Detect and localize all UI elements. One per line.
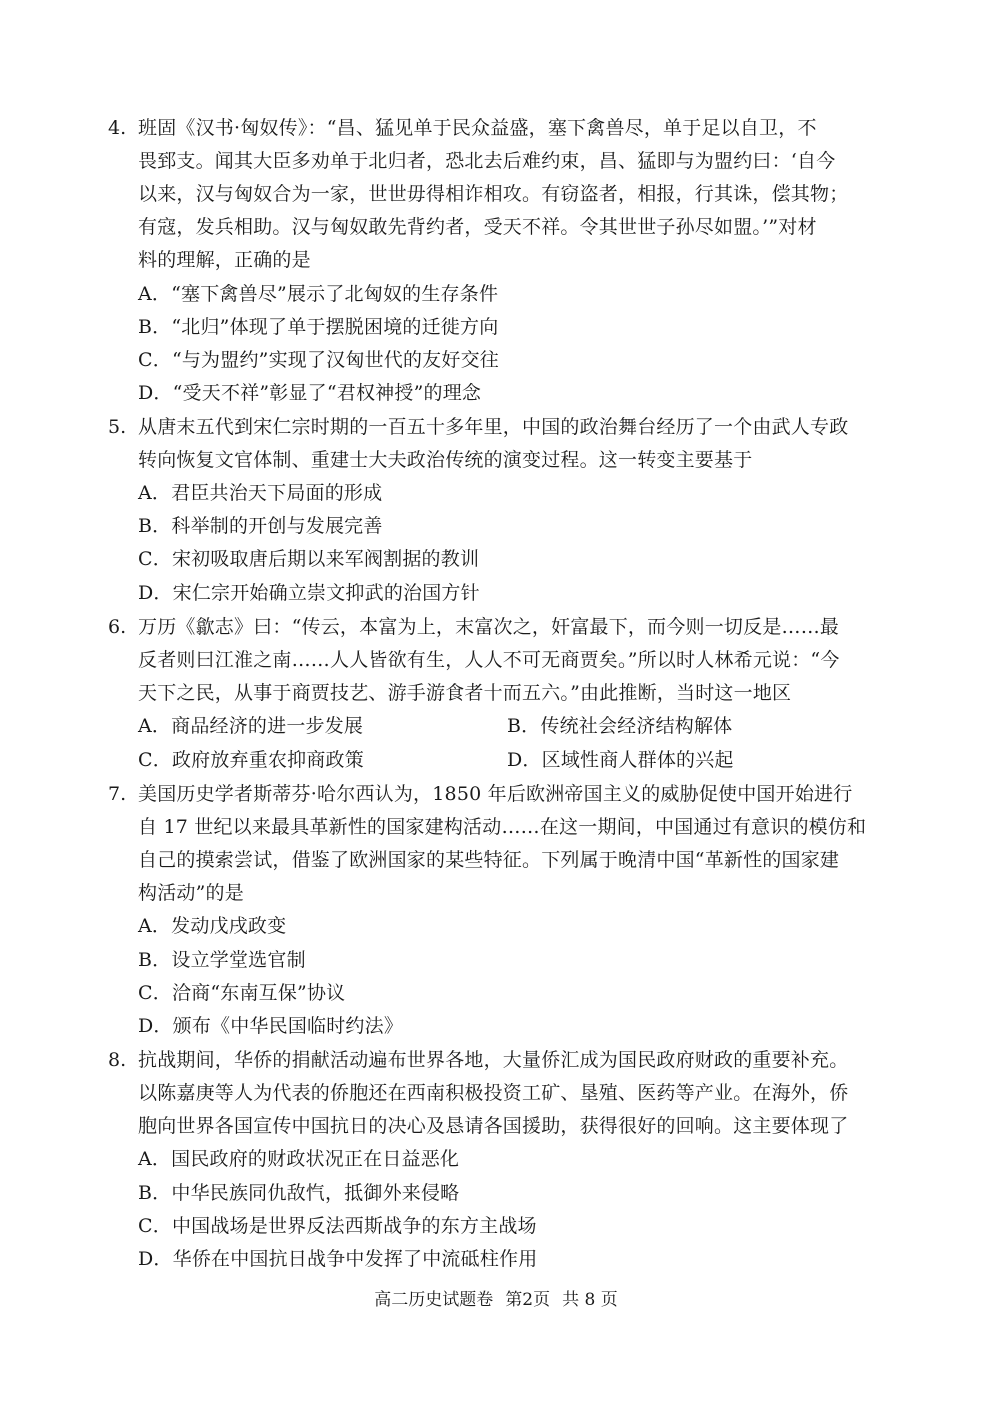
question-number: 4. [108, 117, 127, 139]
option-d: D．颁布《中华民国临时约法》 [138, 1015, 404, 1037]
option-c: C．“与为盟约”实现了汉匈世代的友好交往 [138, 349, 499, 371]
question-stem-line: 胞向世界各国宣传中国抗日的决心及恳请各国援助，获得很好的回响。这主要体现了 [138, 1115, 849, 1137]
question-stem-line: 抗战期间，华侨的捐献活动遍布世界各地，大量侨汇成为国民政府财政的重要补充。 [138, 1049, 849, 1071]
question-number: 5. [108, 416, 127, 438]
question-stem-line: 美国历史学者斯蒂芬·哈尔西认为，1850 年后欧洲帝国主义的威胁促使中国开始进行 [138, 783, 853, 805]
question-stem-line: 自己的摸索尝试，借鉴了欧洲国家的某些特征。下列属于晚清中国“革新性的国家建 [138, 849, 840, 871]
option-d: D．“受天不祥”彰显了“君权神授”的理念 [138, 382, 482, 404]
option-a: A．“塞下禽兽尽”展示了北匈奴的生存条件 [138, 283, 499, 305]
footer-title: 高二历史试题卷 [374, 1290, 494, 1310]
option-a: A．君臣共治天下局面的形成 [138, 482, 383, 504]
question-stem-line: 构活动”的是 [138, 882, 244, 904]
question-stem-line: 料的理解，正确的是 [138, 249, 311, 271]
question-stem-line: 天下之民，从事于商贾技艺、游手游食者十而五六。”由此推断，当时这一地区 [138, 682, 792, 704]
question-number: 7. [108, 783, 127, 805]
option-c: C．政府放弃重农抑商政策 [138, 749, 364, 771]
option-a: A．商品经济的进一步发展 [138, 715, 364, 737]
option-a: A．发动戊戌政变 [138, 915, 287, 937]
question-stem-line: 万历《歙志》曰：“传云，本富为上，末富次之，奸富最下，而今则一切反是……最 [138, 616, 840, 638]
question-stem-line: 反者则曰江淮之南……人人皆欲有生，人人不可无商贾矣。”所以时人林希元说：“今 [138, 649, 840, 671]
option-a: A．国民政府的财政状况正在日益恶化 [138, 1148, 460, 1170]
question-stem-line: 自 17 世纪以来最具革新性的国家建构活动……在这一期间，中国通过有意识的模仿和 [138, 816, 867, 838]
question-number: 6. [108, 616, 127, 638]
option-d: D．区域性商人群体的兴起 [507, 749, 734, 771]
question-number: 8. [108, 1049, 127, 1071]
option-b: B．设立学堂选官制 [138, 949, 306, 971]
option-b: B．“北归”体现了单于摆脱困境的迁徙方向 [138, 316, 499, 338]
option-b: B．中华民族同仇敌忾，抵御外来侵略 [138, 1182, 460, 1204]
option-d: D．华侨在中国抗日战争中发挥了中流砥柱作用 [138, 1248, 538, 1270]
option-b: B．传统社会经济结构解体 [507, 715, 733, 737]
question-stem-line: 从唐末五代到宋仁宗时期的一百五十多年里，中国的政治舞台经历了一个由武人专政 [138, 416, 849, 438]
option-c: C．中国战场是世界反法西斯战争的东方主战场 [138, 1215, 537, 1237]
option-c: C．洽商“东南互保”协议 [138, 982, 346, 1004]
footer-total-pages: 共 8 页 [562, 1290, 618, 1310]
option-c: C．宋初吸取唐后期以来军阀割据的教训 [138, 548, 480, 570]
page-footer [0, 1288, 992, 1312]
question-stem-line: 班固《汉书·匈奴传》：“昌、猛见单于民众益盛，塞下禽兽尽，单于足以自卫，不 [138, 117, 817, 139]
question-stem-line: 转向恢复文官体制、重建士大夫政治传统的演变过程。这一转变主要基于 [138, 449, 753, 471]
question-stem-line: 以陈嘉庚等人为代表的侨胞还在西南积极投资工矿、垦殖、医药等产业。在海外，侨 [138, 1082, 849, 1104]
question-stem-line: 有寇，发兵相助。汉与匈奴敢先背约者，受天不祥。令其世世子孙尽如盟。’”对材 [138, 216, 817, 238]
option-d: D．宋仁宗开始确立崇文抑武的治国方针 [138, 582, 480, 604]
question-stem-line: 畏郅支。闻其大臣多劝单于北归者，恐北去后难约束，昌、猛即与为盟约曰：‘自今 [138, 150, 836, 172]
option-b: B．科举制的开创与发展完善 [138, 515, 383, 537]
footer-page-number: 第2页 [505, 1290, 551, 1310]
question-stem-line: 以来，汉与匈奴合为一家，世世毋得相诈相攻。有窃盗者，相报，行其诛，偿其物； [138, 183, 849, 205]
